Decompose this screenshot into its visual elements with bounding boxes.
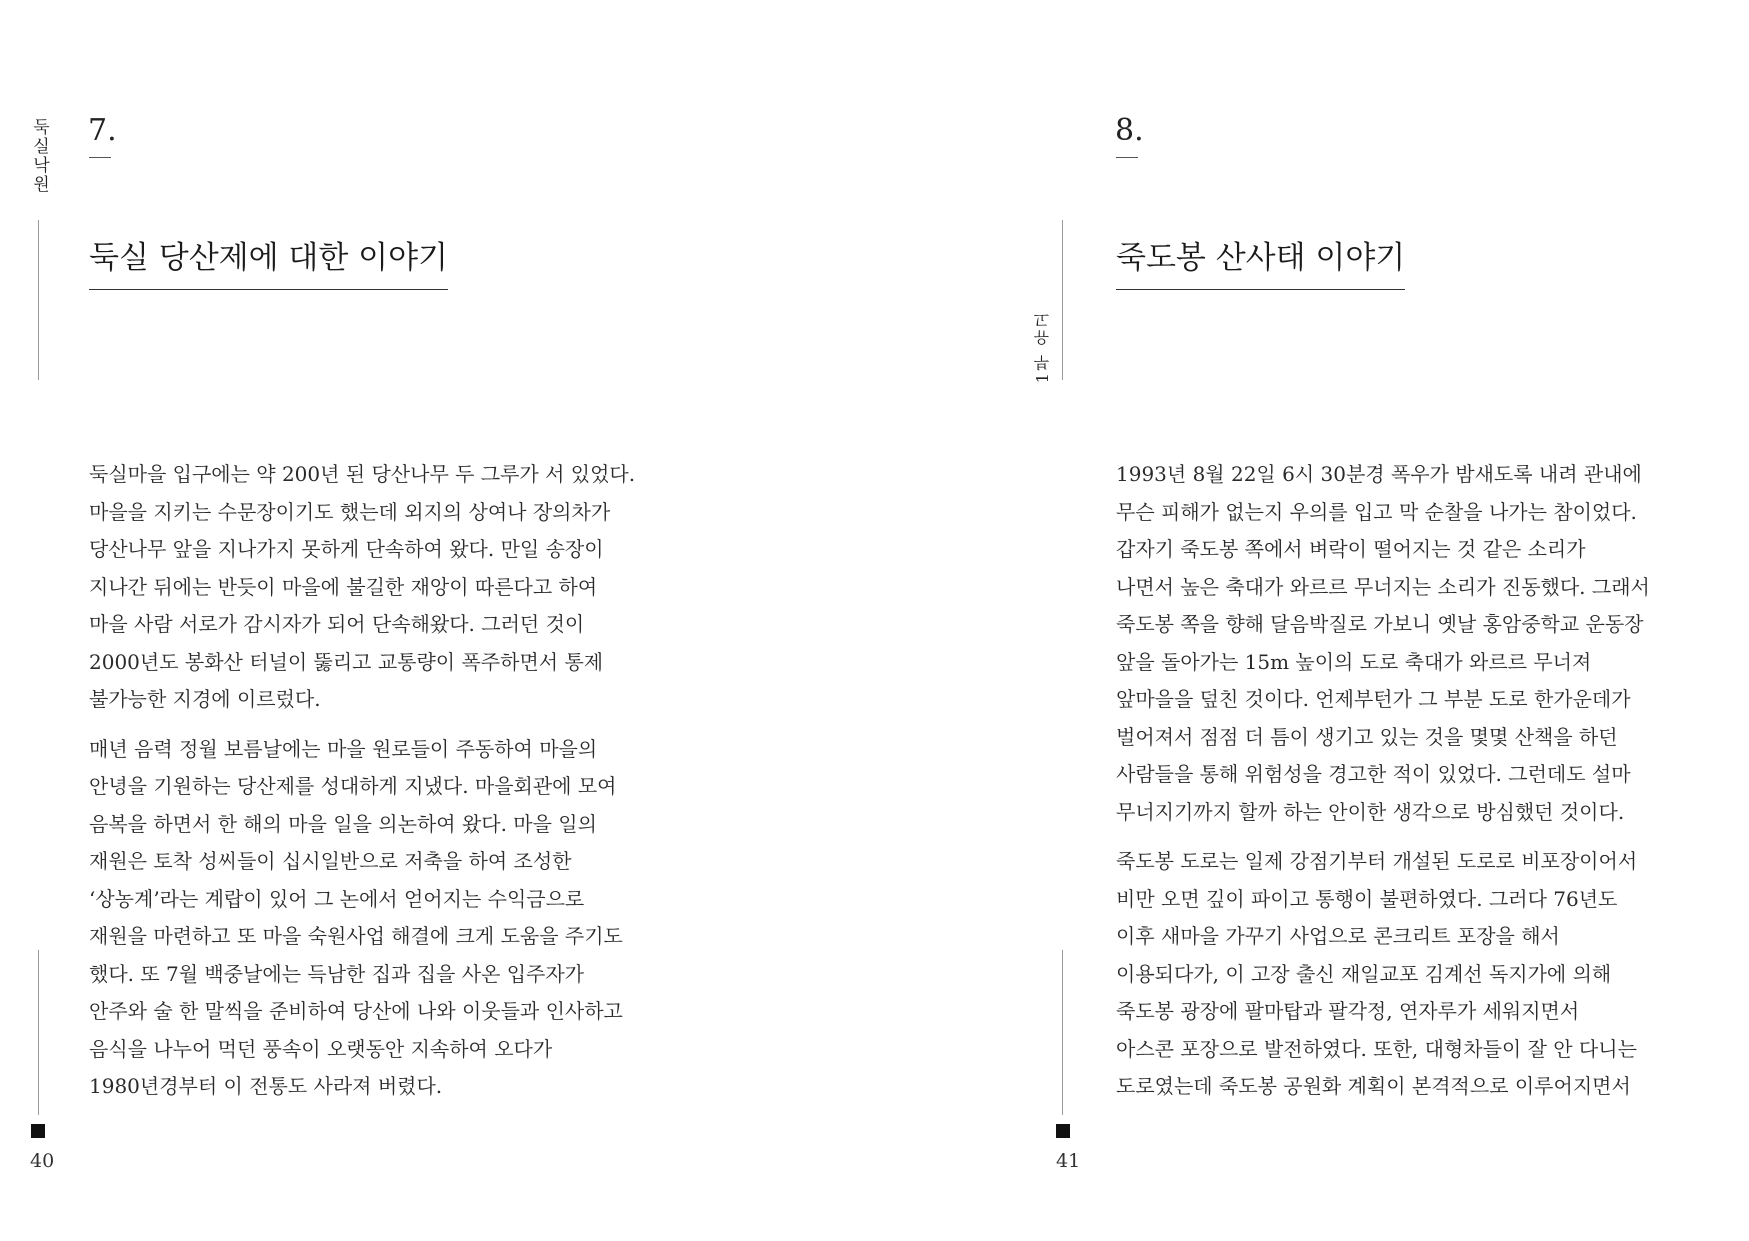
- text-line: 앞마을을 덮친 것이다. 언제부턴가 그 부분 도로 한가운데가: [1116, 687, 1631, 711]
- text-line: 안주와 술 한 말씩을 준비하여 당산에 나와 이웃들과 인사하고: [89, 999, 623, 1023]
- text-line: 1993년 8월 22일 6시 30분경 폭우가 밤새도록 내려 관내에: [1116, 462, 1642, 486]
- margin-rule-top: [1062, 220, 1063, 380]
- page-marker-square: [31, 1124, 45, 1138]
- text-line: 마을 사람 서로가 감시자가 되어 단속해왔다. 그러던 것이: [89, 612, 585, 636]
- page-number: 40: [30, 1150, 55, 1172]
- text-line: 앞을 돌아가는 15m 높이의 도로 축대가 와르르 무너져: [1116, 649, 1592, 674]
- page-number: 41: [1056, 1150, 1081, 1172]
- chapter-number: 7.: [88, 113, 117, 148]
- text-line: 했다. 또 7월 백중날에는 득남한 집과 집을 사온 입주자가: [89, 961, 584, 986]
- text-line: 무너지기까지 할까 하는 안이한 생각으로 방심했던 것이다.: [1116, 799, 1625, 824]
- text-line: 벌어져서 점점 더 틈이 생기고 있는 것을 몇몇 산책을 하던: [1116, 724, 1618, 749]
- text-line: 아스콘 포장으로 발전하였다. 또한, 대형차들이 잘 안 다니는: [1116, 1036, 1637, 1061]
- text-line: 비만 오면 깊이 파이고 통행이 불편하였다. 그러다 76년도: [1116, 886, 1618, 911]
- chapter-number-rule: [89, 157, 111, 158]
- text-line: 죽도봉 광장에 팔마탑과 팔각정, 연자루가 세워지면서: [1116, 999, 1580, 1023]
- body-text: [89, 456, 669, 1118]
- left-page: [0, 0, 874, 1241]
- body-text: [1116, 456, 1696, 1118]
- running-title: 둑실낙원: [29, 118, 49, 194]
- text-line: 안녕을 기원하는 당산제를 성대하게 지냈다. 마을회관에 모여: [89, 774, 617, 798]
- text-line: 1980년경부터 이 전통도 사라져 버렸다.: [89, 1074, 443, 1098]
- text-line: 마을을 지키는 수문장이기도 했는데 외지의 상여나 장의차가: [89, 499, 611, 524]
- chapter-heading: 죽도봉 산사태 이야기: [1116, 240, 1405, 290]
- text-line: 도로였는데 죽도봉 공원화 계획이 본격적으로 이루어지면서: [1116, 1074, 1631, 1098]
- text-line: 무슨 피해가 없는지 우의를 입고 막 순찰을 나가는 참이었다.: [1116, 499, 1637, 524]
- margin-rule-bottom: [38, 950, 39, 1115]
- text-line: 불가능한 지경에 이르렀다.: [89, 687, 321, 711]
- text-line: 갑자기 죽도봉 쪽에서 벼락이 떨어지는 것 같은 소리가: [1116, 537, 1586, 561]
- text-line: 나면서 높은 축대가 와르르 무너지는 소리가 진동했다. 그래서: [1116, 574, 1650, 599]
- text-line: 이후 새마을 가꾸기 사업으로 콘크리트 포장을 해서: [1116, 924, 1560, 948]
- paragraph: [1116, 456, 1696, 831]
- margin-rule-top: [38, 220, 39, 380]
- text-line: 이용되다가, 이 고장 출신 재일교포 김계선 독지가에 의해: [1116, 961, 1612, 986]
- paragraph: [89, 731, 669, 1106]
- text-line: ‘상농계’라는 계랍이 있어 그 논에서 얻어지는 수익금으로: [89, 886, 585, 911]
- paragraph: [89, 456, 669, 719]
- text-line: 둑실마을 입구에는 약 200년 된 당산나무 두 그루가 서 있었다.: [89, 462, 636, 486]
- text-line: 죽도봉 도로는 일제 강점기부터 개설된 도로로 비포장이어서: [1116, 849, 1638, 873]
- page-marker-square: [1056, 1124, 1070, 1138]
- chapter-number-rule: [1116, 157, 1138, 158]
- text-line: 죽도봉 쪽을 향해 달음박질로 가보니 옛날 홍암중학교 운동장: [1116, 612, 1644, 636]
- right-page: [875, 0, 1749, 1241]
- text-line: 음복을 하면서 한 해의 마을 일을 의논하여 왔다. 마을 일의: [89, 811, 597, 836]
- text-line: 지나간 뒤에는 반듯이 마을에 불길한 재앙이 따른다고 하여: [89, 574, 598, 599]
- chapter-number: 8.: [1115, 113, 1144, 148]
- text-line: 당산나무 앞을 지나가지 못하게 단속하여 왔다. 만일 송장이: [89, 537, 604, 561]
- text-line: 2000년도 봉화산 터널이 뚫리고 교통량이 폭주하면서 통제: [89, 649, 604, 674]
- text-line: 재원은 토착 성씨들이 십시일반으로 저축을 하여 조성한: [89, 849, 572, 873]
- text-line: 매년 음력 정월 보름날에는 마을 원로들이 주동하여 마을의: [89, 736, 598, 761]
- text-line: 사람들을 통해 위험성을 경고한 적이 있었다. 그런데도 설마: [1116, 762, 1631, 786]
- chapter-heading: 둑실 당산제에 대한 이야기: [89, 240, 448, 290]
- text-line: 재원을 마련하고 또 마을 숙원사업 해결에 크게 도움을 주기도: [89, 924, 623, 948]
- margin-rule-bottom: [1062, 950, 1063, 1115]
- text-line: 음식을 나누어 먹던 풍속이 오랫동안 지속하여 오다가: [89, 1036, 553, 1061]
- running-title: 1부 유고: [1033, 310, 1052, 384]
- paragraph: [1116, 843, 1696, 1106]
